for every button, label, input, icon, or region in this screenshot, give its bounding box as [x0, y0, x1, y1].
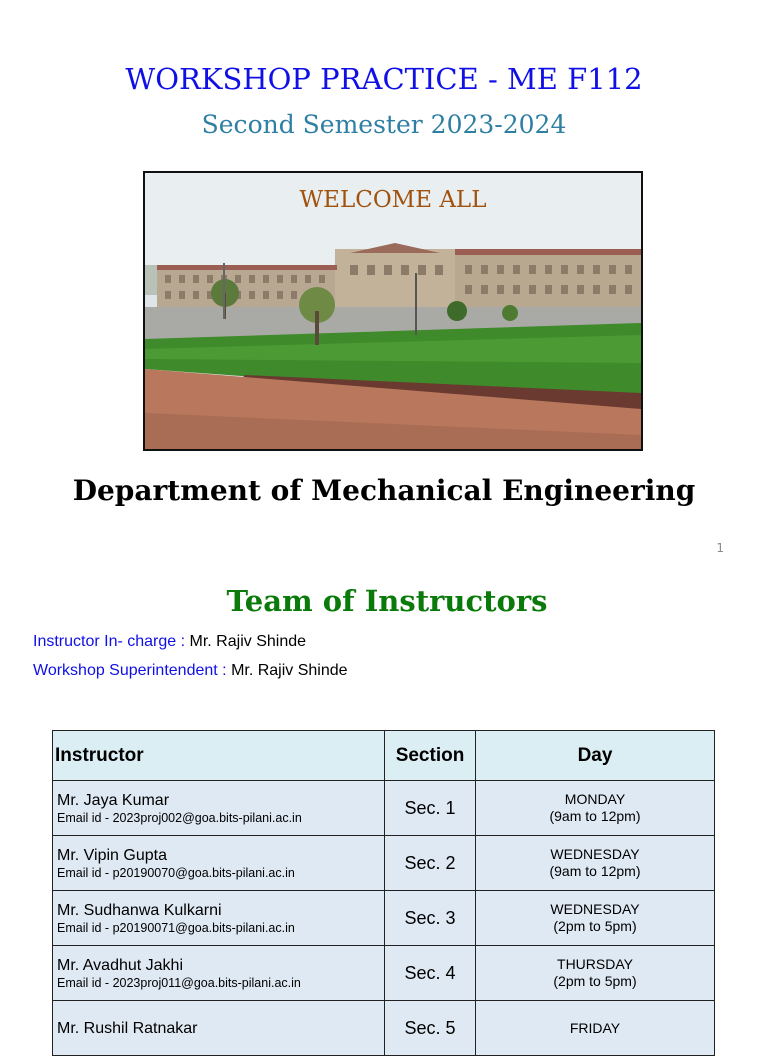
- day-cell: [476, 891, 715, 946]
- superintendent-label: Workshop Superintendent :: [33, 662, 227, 679]
- department-name: Department of Mechanical Engineering: [72, 474, 696, 507]
- superintendent-line: [33, 662, 348, 680]
- table-row: [53, 781, 715, 836]
- day-name: FRIDAY: [569, 1019, 621, 1036]
- instructor-incharge-line: [33, 633, 306, 651]
- table-row: [53, 836, 715, 891]
- section-cell: Sec. 3: [385, 891, 476, 946]
- welcome-banner: WELCOME ALL: [299, 187, 487, 213]
- instructor-name: Mr. Jaya Kumar: [57, 791, 170, 809]
- day-name: WEDNESDAY: [550, 901, 640, 917]
- campus-building-illustration: [145, 173, 641, 449]
- day-cell: [476, 1001, 715, 1056]
- day-time: (2pm to 5pm): [553, 918, 637, 934]
- instructor-name: Mr. Vipin Gupta: [57, 846, 167, 864]
- instructor-name: Mr. Avadhut Jakhi: [57, 956, 183, 974]
- instructor-name: Mr. Sudhanwa Kulkarni: [57, 901, 222, 919]
- header-day: Day: [476, 731, 715, 781]
- day-time: (9am to 12pm): [549, 808, 641, 824]
- day-name: MONDAY: [564, 791, 626, 807]
- incharge-name: Mr. Rajiv Shinde: [189, 633, 307, 650]
- superintendent-name: Mr. Rajiv Shinde: [231, 662, 348, 679]
- campus-photo: [143, 171, 643, 451]
- section-cell: Sec. 5: [385, 1001, 476, 1056]
- table-header-row: [53, 731, 715, 781]
- header-instructor: Instructor: [53, 731, 385, 781]
- table-row: [53, 1001, 715, 1056]
- day-name: WEDNESDAY: [550, 846, 640, 862]
- semester-subtitle: Second Semester 2023-2024: [201, 110, 567, 139]
- section-cell: Sec. 1: [385, 781, 476, 836]
- instructor-cell: [53, 1001, 385, 1056]
- instructor-cell: [53, 781, 385, 836]
- day-cell: [476, 781, 715, 836]
- instructor-cell: [53, 946, 385, 1001]
- section-cell: Sec. 2: [385, 836, 476, 891]
- day-cell: [476, 946, 715, 1001]
- instructor-schedule-table: [52, 730, 715, 1056]
- instructor-email: Email id - 2023proj002@goa.bits-pilani.ac.in: [57, 810, 302, 825]
- section-cell: Sec. 4: [385, 946, 476, 1001]
- instructor-email: Email id - p20190070@goa.bits-pilani.ac.in: [57, 865, 295, 880]
- day-time: (2pm to 5pm): [553, 973, 637, 989]
- instructor-cell: [53, 891, 385, 946]
- page-number: 1: [716, 541, 724, 555]
- instructor-cell: [53, 836, 385, 891]
- course-title: WORKSHOP PRACTICE - ME F112: [125, 62, 643, 96]
- day-cell: [476, 836, 715, 891]
- header-section: Section: [385, 731, 476, 781]
- instructor-email: Email id - p20190071@goa.bits-pilani.ac.in: [57, 920, 295, 935]
- day-time: (9am to 12pm): [549, 863, 641, 879]
- instructor-email: Email id - 2023proj011@goa.bits-pilani.ac.in: [57, 975, 301, 990]
- day-name: THURSDAY: [557, 956, 633, 972]
- table-row: [53, 891, 715, 946]
- incharge-label: Instructor In- charge :: [33, 633, 186, 650]
- instructor-name: Mr. Rushil Ratnakar: [57, 1019, 198, 1037]
- team-title: Team of Instructors: [226, 584, 548, 618]
- table-row: [53, 946, 715, 1001]
